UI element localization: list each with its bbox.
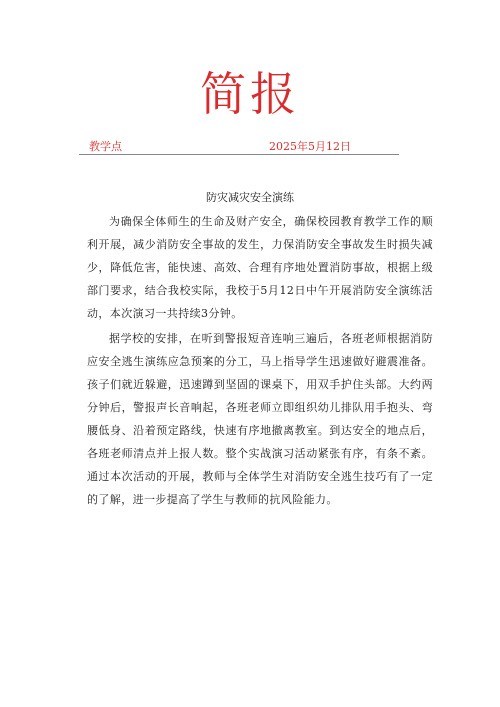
issuer-label: 教学点	[89, 140, 122, 153]
meta-row	[79, 139, 399, 155]
article-title: 防灾减灾安全演练	[206, 191, 294, 204]
issue-date: 2025年5月12日	[269, 140, 351, 153]
header-divider	[79, 154, 399, 155]
page-title: 简报	[200, 67, 300, 121]
article-body	[87, 210, 433, 513]
article-paragraph: 为确保全体师生的生命及财产安全，确保校园教育教学工作的顺利开展，减少消防安全事故的发生，力保消防安全事故发生时损失减少，降低危害，能快速、高效、合理有序地处置消防事故，根据上级部门要求，结合我校实际，我校于5月12日中午开展消防安全演练活动，本次演习一共持续3分钟。	[87, 215, 433, 320]
article-paragraph: 据学校的安排，在听到警报短音连响三遍后，各班老师根据消防应安全逃生演练应急预案的分工，马上指导学生迅速做好避震准备。孩子们就近躲避，迅速蹲到坚固的课桌下，用双手护住头部。大约两分钟后，警报声长音响起，各班老师立即组织幼儿排队用手抱头、弯腰低身、沿着预定路线，快速有序地撤离教室。到达安全的地点后，各班老师清点并上报人数。整个实战演习活动紧张有序，有条不紊。通过本次活动的开展，教师与全体学生对消防安全逃生技巧有了一定的了解，进一步提高了学生与教师的抗风险能力。	[87, 332, 433, 506]
